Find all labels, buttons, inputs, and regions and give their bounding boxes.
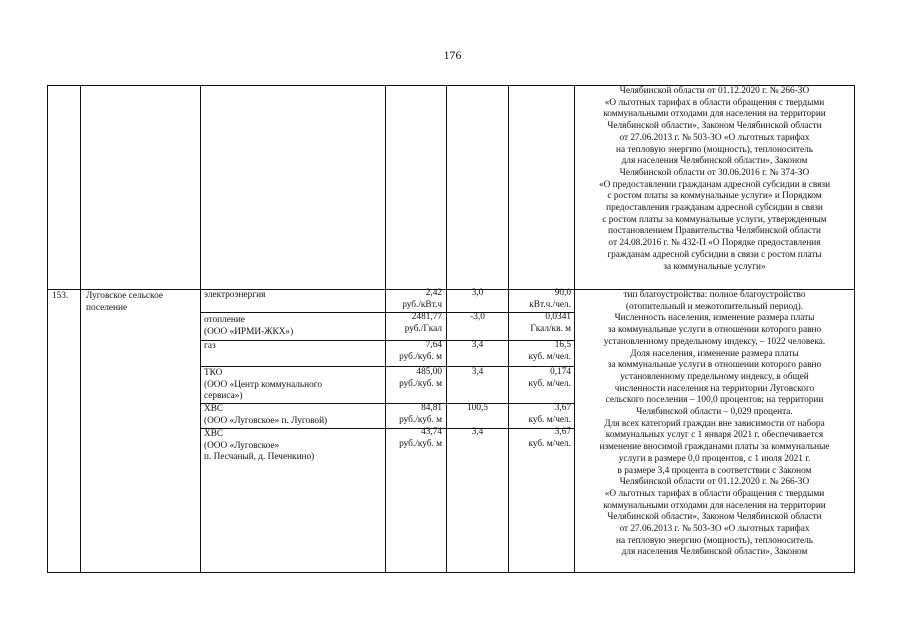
text-line: 3,67 [554, 403, 571, 413]
text-line: с ростом платы за коммунальные услуги» и Порядком [607, 191, 822, 202]
text-line: «О льготных тарифах в области обращения с твердыми [604, 488, 825, 499]
text-line: электроэнергия [204, 290, 266, 300]
text-line: ХВС [204, 429, 224, 439]
service-tariff [386, 403, 442, 426]
text-line: за коммунальные услуги в отношении которого равно [607, 360, 822, 371]
text-line: 90,0 [554, 288, 571, 298]
text-line: Для всех категорий граждан вне зависимости от набора [604, 418, 825, 429]
service-norm [509, 288, 571, 311]
text-line: руб./куб. м [399, 351, 442, 362]
text-line: куб. м/чел. [528, 438, 571, 449]
service-growth: 3,4 [471, 367, 484, 377]
row-description [575, 290, 854, 559]
text-line: 7,64 [425, 340, 442, 350]
service-norm [509, 367, 571, 390]
text-line: установленному предельному индексу, – 1022 человека. [603, 336, 826, 347]
tariff-table [47, 85, 855, 573]
service-growth: -3,0 [470, 312, 485, 322]
text-line: Челябинской области – 0,029 процента. [636, 407, 793, 418]
text-line: для населения Челябинской области», Законом [621, 547, 808, 558]
table-vline [80, 86, 81, 572]
text-line: коммунальными отходами для населения на территории [603, 109, 826, 120]
text-line: Гкал/кв. м [530, 323, 571, 334]
service-name [204, 341, 216, 353]
text-line: 0,0341 [545, 312, 571, 322]
text-line: коммунальных услуг с 1 января 2021 г. обеспечивается [605, 430, 824, 441]
text-line: кВт.ч./чел. [529, 299, 571, 310]
text-line: руб./кВт.ч [402, 299, 442, 310]
text-line: за коммунальные услуги» [663, 261, 766, 272]
text-line: п. Песчаный, д. Печенкино) [204, 452, 315, 463]
text-line: Челябинской области», Законом Челябинской области [607, 121, 822, 132]
text-line: от 27.06.2013 г. № 503-ЗО «О льготных тарифах [619, 524, 810, 535]
text-line: тип благоустройства: полное благоустройство [623, 290, 806, 300]
text-line: от 27.06.2013 г. № 503-ЗО «О льготных тарифах [619, 132, 810, 143]
service-name [204, 315, 293, 338]
text-line: руб./куб. м [399, 414, 442, 425]
service-norm [509, 427, 571, 450]
service-norm [509, 312, 571, 335]
text-line: ТКО [204, 368, 223, 378]
text-line: 43,74 [421, 427, 442, 437]
text-line: 0,174 [550, 367, 571, 377]
text-line: руб./куб. м [399, 378, 442, 389]
service-tariff [386, 340, 442, 363]
service-tariff [386, 288, 442, 311]
text-line: сельского поселения – 100,0 процентов; на территории [605, 395, 824, 406]
text-line: Челябинской области», Законом Челябинской области [607, 512, 822, 523]
text-line: постановлением Правительства Челябинской области [607, 226, 821, 237]
text-line: изменение вносимой гражданами платы за коммунальные [599, 442, 830, 453]
text-line: сервиса») [204, 391, 243, 402]
text-line: куб. м/чел. [528, 351, 571, 362]
text-line: (ООО «Луговское» п. Луговой) [204, 415, 328, 426]
text-line: 16,5 [554, 340, 571, 350]
text-line: гражданам адресной субсидии в связи с ростом платы [607, 249, 822, 260]
text-line: (ООО «ИРМИ-ЖКХ») [204, 326, 294, 337]
service-tariff [386, 427, 442, 450]
text-line: «О предоставлении гражданам адресной субсидии в связи [598, 179, 831, 190]
text-line: Доля населения, изменение размера платы [630, 348, 799, 359]
text-line: «О льготных тарифах в области обращения с твердыми [604, 97, 825, 108]
text-line: куб. м/чел. [528, 378, 571, 389]
service-norm [509, 403, 571, 426]
text-line: ХВС [204, 404, 224, 414]
table-vline [446, 86, 447, 572]
text-line: газ [204, 341, 216, 351]
service-name [204, 429, 314, 464]
text-line: руб./Гкал [404, 323, 442, 334]
text-line: для населения Челябинской области», Законом [621, 156, 808, 167]
text-line: на тепловую энергию (мощность), теплоноситель [616, 535, 813, 546]
service-growth: 3,4 [471, 427, 484, 437]
text-line: услуги в размере 0,0 процентов, с 1 июля 2021 г. [618, 453, 811, 464]
text-line: за коммунальные услуги в отношении которого равно [607, 325, 822, 336]
service-tariff [386, 367, 442, 390]
text-line: от 24.08.2016 г. № 432-П «О Порядке предоставления [608, 238, 821, 249]
service-norm [509, 340, 571, 363]
table-vline [200, 86, 201, 572]
text-line: численности населения на территории Луговского [614, 383, 815, 394]
text-line: коммунальными отходами для населения на территории [603, 500, 826, 511]
continued-description [575, 86, 854, 273]
text-line: на тепловую энергию (мощность), теплоноситель [616, 144, 813, 155]
text-line: в размере 3,4 процента в соответствии с Законом [617, 465, 812, 476]
text-line: Челябинской области от 30.06.2016 г. № 374-ЗО [619, 167, 810, 178]
row-number: 153. [52, 291, 69, 301]
text-line: отопление [204, 315, 245, 325]
service-growth: 3,4 [471, 340, 484, 350]
text-line: установленному предельному индексу, в общей [620, 371, 809, 382]
text-line: 3,67 [554, 427, 571, 437]
service-name [204, 404, 327, 427]
text-line: Численность населения, изменение размера платы [614, 313, 815, 324]
text-line: 2,42 [425, 288, 442, 298]
text-line: (отопительный и межотопительный период). [625, 301, 804, 312]
page-number: 176 [443, 48, 462, 62]
text-line: Челябинской области от 01.12.2020 г. № 266-ЗО [619, 86, 810, 96]
service-tariff [386, 312, 442, 335]
settlement-name [86, 291, 163, 314]
service-growth: 3,0 [471, 288, 484, 298]
text-line: предоставления гражданам адресной субсидии в связи [606, 203, 823, 214]
text-line: Луговское сельское [86, 291, 163, 301]
service-name [204, 368, 322, 403]
service-growth: 100,5 [467, 403, 488, 413]
text-line: (ООО «Луговское» [204, 440, 280, 451]
text-line: 2481,77 [411, 312, 442, 322]
text-line: руб./куб. м [399, 438, 442, 449]
text-line: Челябинской области от 01.12.2020 г. № 266-ЗО [619, 477, 810, 488]
text-line: с ростом платы за коммунальные услуги, утвержденным [602, 214, 827, 225]
text-line: поселение [86, 302, 128, 313]
text-line: куб. м/чел. [528, 414, 571, 425]
service-name [204, 290, 265, 302]
text-line: (ООО «Центр коммунального [204, 379, 323, 390]
text-line: 485,00 [416, 367, 442, 377]
text-line: 84,81 [421, 403, 442, 413]
